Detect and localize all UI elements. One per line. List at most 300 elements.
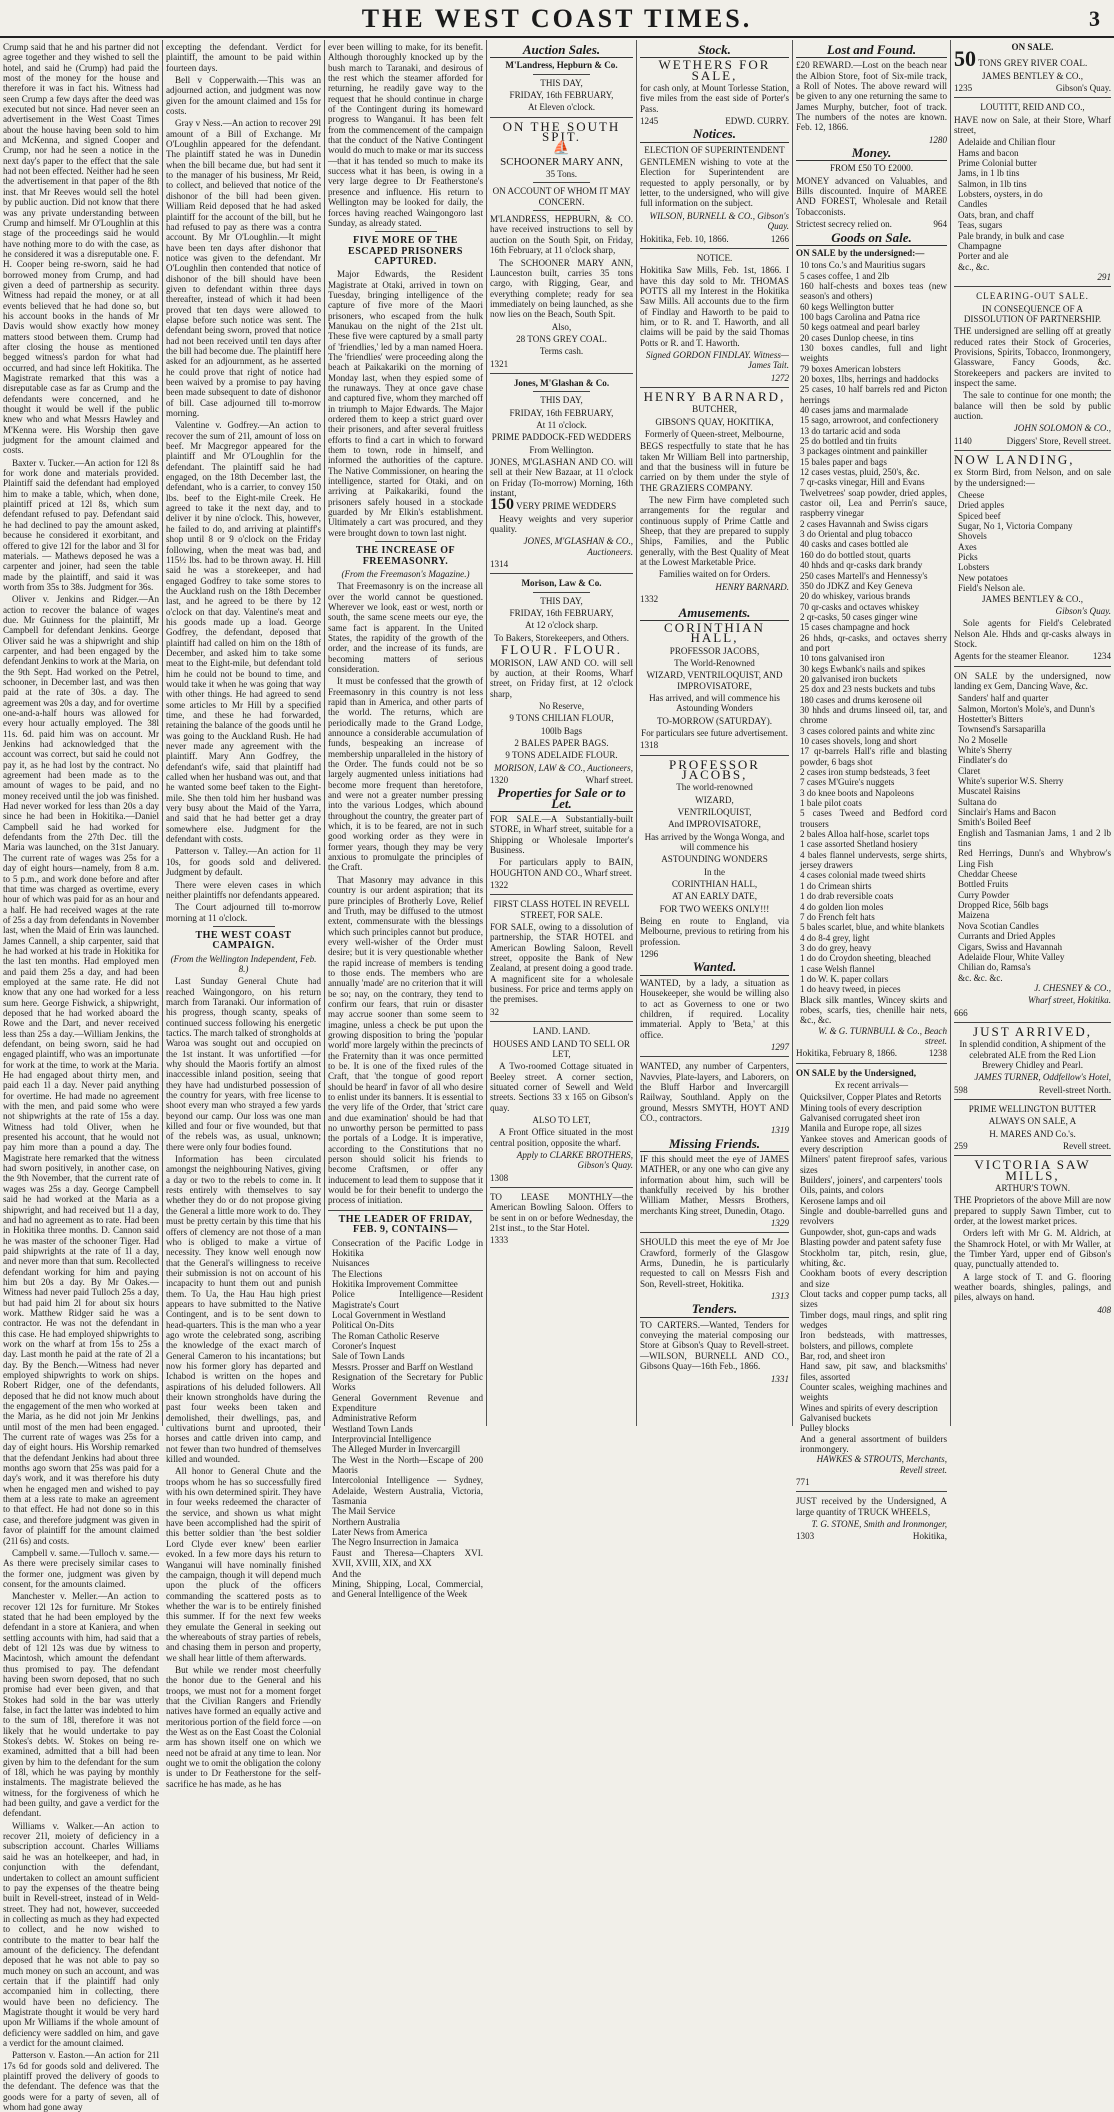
ad-reference-number: 259 (954, 1141, 968, 1151)
ad-body: SHOULD this meet the eye of Mr Joe Crawford, formerly of the Glasgow Arms, Dunedin, he is particularly requested to call on Messrs Fish and Son, Revell-street, Hokitika. (640, 1237, 789, 1289)
list-item: Dropped Rice, 56lb bags (958, 900, 1049, 911)
ad-body: WANTED, by a lady, a situation as Housekeeper, she would be willing also to act as Governess to one or two children, if required. Locality immaterial. Apply to 'Beta,' at this office. (640, 977, 789, 1040)
article-paragraph: Crump said that he and his partner did not agree together and they wished to sell the hotel, and said he (Crump) had paid the most of the money for the house and therefore it was in fact his. Witness had seen Crump a few days after the deed was executed but not since. Had never seen an advertisement in the West Coast Times about the house having been sold to him and McKenna, and signed Cooper and Crump, nor had he seen a notice in the next day's paper to the effect that the sale had not been effected. Neither had he seen the advertisement in that paper of the 8th inst. that Mr Reeves would sell the hotel by public auction. Did not know that there was any private understanding between Crump and himself. Mr O'Loughlin at this stage of the proceedings said he would have nothing more to do with the case, as he considered it was a disreputable one. F. H. Cooper being re-sworn, said he had borrowed money from Crump, and had given a deed of partnership as security. Witness had repaid the money, or at all events believed that he had done so, but his account books in the hands of Mr Davis would show exactly how money matters stood between them. Crump had after closing the house as mentioned begged witness's pardon for what had occurred, and had since left Hokitika. The Magistrate remarked that this was a disreputable case as far as Crump and the defendants were concerned, and he thought it would be well if the public knew who and what Messrs Hawley and M'Kenna were. His Worship then gave judgment for the amount claimed and costs. (3, 42, 159, 456)
list-item: 40 casks and cases bottled ale (800, 539, 909, 550)
leader-contents-list (328, 1238, 483, 1600)
divider (533, 391, 590, 392)
list-item: Shovels (958, 531, 987, 542)
article-paragraph: But while we render most cheerfully the honor due to the General and his troops, we must not for a moment forget that the Civilian Rangers and Friendly natives have formed an equally active and meritorious portion of the field force —on the West as on the East Coast the Colonial arm has shown itself one on which we need not be afraid at any time to lean. Nor ought we to omit the obligation the colony is under to Dr Featherstone for the self-sacrifice he has made, as he has (166, 1664, 321, 1789)
ad-reference-number: 1234 (1092, 651, 1111, 662)
list-item: Sugar, No 1, Victoria Company (958, 521, 1073, 532)
ad-reference-number: 408 (1097, 1304, 1111, 1315)
list-item: Hostetter's Bitters (958, 713, 1024, 724)
section-banner-tenders: Tenders. (640, 1304, 789, 1317)
list-item: Curry Powder (958, 889, 1010, 900)
ad-also: ALSO TO LET, (532, 1114, 591, 1125)
divider (533, 182, 590, 183)
list-item: Jams, in 1 lb tins (958, 168, 1020, 179)
ad-signature: JAMES BENTLEY & CO., (982, 593, 1083, 604)
list-item: Political On-Dits (332, 1320, 394, 1331)
ad-subheading: ALWAYS ON SALE, A (988, 1116, 1077, 1127)
list-item: Salmon, Morton's Mole's, and Dunn's (958, 703, 1095, 714)
article-paragraph: Patterson v. Easton.—An action for 21l 17s 6d for goods sold and delivered. The plaintiff proved the delivery of goods to the defendant. The defence was that the goods were for a party of seven, all of whom had gone away (3, 2050, 159, 2112)
ad-subheading: PROFESSOR JACOBS, (669, 645, 760, 656)
divider (490, 1021, 633, 1022)
ad-body: A Two-roomed Cottage situated in Beeley street. A corner section, situated corner of Sewell and Weld streets. Sections 33 x 165 on Gibson's quay. (490, 1061, 633, 1113)
article-heading: THE INCREASE OF FREEMASONRY. (355, 545, 456, 567)
ad-body: JONES, M'GLASHAN AND CO. will sell at their New Bazaar, at 11 o'clock on Friday (To-morrow) Morning, 16th instant, (490, 457, 633, 499)
article-heading: THE WEST COAST CAMPAIGN. (195, 929, 292, 952)
lot-title: TONS GREY RIVER COAL. (978, 58, 1088, 69)
ad-subheading: ASTOUNDING WONDERS (661, 854, 768, 865)
ad-body: TO LEASE MONTHLY—the American Bowling Saloon. Offers to be sent in on or before Wednesday, the 21st inst., to the Star Hotel. (490, 1191, 633, 1233)
ad-body: Sole agents for Field's Celebrated Nelson Ale. Hhds and qr-casks always in Stock. (954, 618, 1111, 649)
section-banner-auction-sales: Auction Sales. (490, 45, 633, 58)
ad-note: Strictest secrecy relied on. (796, 219, 892, 230)
leader-contents-heading: THE LEADER OF FRIDAY, FEB. 9, CONTAINS— (338, 1213, 473, 1236)
goods-list (954, 490, 1111, 593)
list-item: Lobsters, oysters, in do (958, 189, 1043, 200)
auctioneer-name: Morison, Law & Co. (521, 578, 602, 589)
divider (375, 541, 437, 542)
list-item: Northern Australia (332, 1516, 400, 1527)
list-item: Adelaide Flour, White Valley (958, 951, 1065, 962)
ad-body: Has arrived by the Wonga Wonga, and will commence his (644, 831, 785, 853)
ad-heading: LOUTITT, REID AND CO., (980, 102, 1085, 113)
ad-body: ex Storm Bird, from Nelson, and on sale by the undersigned:— (954, 467, 1111, 488)
ad-subheading: WIZARD, VENTRILOQUIST, AND IMPROVISATORE, (646, 670, 783, 691)
list-item: Porter and ale (958, 251, 1009, 262)
ad-reference-number: 1235 (954, 83, 973, 94)
list-item: Iron bedsteads, with mattresses, bolsters, and pillows, complete (800, 1330, 947, 1351)
ad-signature: W. & G. TURNBULL & Co., Beach street. (818, 1025, 947, 1046)
list-item: 15 cases champagne and hock (800, 622, 910, 633)
list-item: 25 dox and 23 nests buckets and tubs (800, 684, 936, 695)
divider (640, 1232, 789, 1233)
list-item: 40 cases jams and marmalade (800, 405, 909, 415)
ad-body: BEGS respectfully to state that he has taken Mr William Bell into partnership, and that the business will in future be carried on by them under the style of THE GRAZIERS COMPANY. (640, 441, 789, 493)
list-item: 1 do heavy tweed, in pieces (800, 984, 901, 995)
ad-signature: Signed GORDON FINDLAY. Witness—James Tait. (645, 349, 789, 371)
ad-audience: To Bakers, Storekeepers, and Others. (494, 632, 629, 643)
ad-body: Agents for the steamer Eleanor. (954, 651, 1069, 662)
list-item: Lobsters (958, 562, 990, 573)
ad-signature: H. MARES AND Co.'s. (989, 1128, 1076, 1139)
ad-body: MORISON, LAW AND CO. will sell by auction, at their Rooms, Wharf street, on Friday first, at 12 o'clock sharp, (490, 657, 633, 699)
divider (640, 387, 789, 388)
divider (954, 97, 1111, 98)
ad-address: Gibson's Quay. (1055, 83, 1111, 94)
ad-heading: ON SALE by the undersigned, now landing ex Gem, Dancing Wave, &c. (954, 670, 1111, 691)
divider (490, 373, 633, 374)
ad-reference-number: 1320 (490, 774, 509, 785)
divider (796, 1491, 947, 1492)
list-item: Later News from America (332, 1527, 428, 1538)
ad-body: TO CARTERS.—Wanted, Tenders for conveying the material composing our Store at Gibson's Quay to Revell-street.—WILSON, BURNELL AND CO., Gibsons Quay—16th Feb., 1866. (640, 1319, 789, 1372)
ad-signature: T. G. STONE, Smith and Ironmonger, (811, 1519, 947, 1530)
divider (533, 210, 590, 211)
list-item: Salmon, in 1lb tins (958, 178, 1027, 189)
list-item: 2 bales Alloa half-hose, scarlet tops (800, 829, 930, 840)
list-item: Sinclair's Hams and Bacon (958, 807, 1056, 818)
ad-subheading: ARTHUR'S TOWN. (994, 1183, 1071, 1194)
list-item: Cheese (958, 490, 985, 501)
list-item: 1 case assorted Shetland hosiery (800, 839, 918, 850)
section-banner-stock: Stock. (640, 45, 789, 58)
list-item: Black silk mantles, Wincey skirts and robes, scarfs, ties, chenille hair nets, &c., &c. (800, 994, 947, 1026)
list-item: Gunpowder, shot, gun-caps and wads (800, 1226, 937, 1237)
list-item: 26 hhds, qr-casks, and octaves sherry and port (800, 632, 947, 653)
ad-body: for cash only, at Mount Torlesse Station, five miles from the east side of Porter's Pass. (640, 83, 789, 114)
sale-date: THIS DAY, (540, 77, 583, 88)
ad-reference-number: 1319 (770, 1125, 789, 1136)
list-item: No 2 Moselle (958, 734, 1008, 745)
list-item: 5 cases coffee, 1 and 2lb (800, 270, 890, 281)
list-item: Teas, sugars (958, 220, 1003, 231)
ad-reference-number: 1303 (796, 1531, 815, 1542)
article-paragraph: There were eleven cases in which neither plaintiffs nor defendants appeared. (166, 879, 321, 900)
list-item: 20 cases Dunlop cheese, in tins (800, 332, 914, 343)
list-item: Picks (958, 552, 978, 563)
list-item: Spiced beef (958, 510, 1001, 521)
ad-reference-number: 1333 (490, 1235, 509, 1246)
list-item: Blasting powder and patent safety fuse (800, 1237, 942, 1248)
ad-body: For particulars apply to BAIN, HOUGHTON AND CO., Wharf street. (490, 857, 633, 878)
ad-heading: HENRY BARNARD, (643, 388, 786, 404)
ad-heading: FIRST CLASS HOTEL IN REVELL STREET, FOR SALE. (493, 899, 630, 920)
ad-body: A Front Office situated in the most central position, opposite the wharf. (490, 1127, 633, 1148)
section-banner-lost-found: Lost and Found. (796, 45, 947, 58)
article-paragraph: Last Sunday General Chute had reached Waingongoro, on his return march from Taranaki. Our information of his progress, though scanty, speaks of continued success following his energetic tactics. The march talked of strongholds at Waroa was sought out and occupied on the 1st instant. It was unfortified —for why should the Maoris fortify an almost inaccessible inland position, seeing that they have had undisturbed possession of the country for years, with free license to shoot every man who strayed a few yards beyond our camp. Our loss was one man killed and four or five wounded, but that of the rebels was, as usual, unknown; there were only four bodies found. (166, 976, 321, 1152)
list-item: 7 qr-casks vinegar, Hill and Evans (800, 477, 925, 488)
ad-signature: Apply to CLARKE BROTHERS, Gibson's Quay. (516, 1149, 633, 1171)
ad-subheading: The world-renowned (676, 782, 753, 793)
list-item: 3 cases colored paints and white zinc (800, 725, 935, 736)
divider (640, 755, 789, 756)
goods-list (954, 693, 1111, 983)
list-item: 20 boxes, 1lbs, herrings and haddocks (800, 373, 939, 384)
list-item: Red Herrings, Dunn's and Whybrow's Ling Fish (958, 848, 1111, 869)
ad-body: In the (704, 866, 725, 877)
list-item: 15 sago, arrowroot, and confectionery (800, 415, 939, 426)
list-item: 160 half-chests and boxes teas (new season's and others) (800, 280, 947, 302)
article-paragraph: excepting the defendant. Verdict for plaintiff, the amount to be paid within fourteen days. (166, 42, 321, 73)
divider (533, 74, 590, 75)
ad-signature: HAWKES & STROUTS, Merchants, Revell street. (816, 1454, 947, 1475)
divider (375, 231, 437, 232)
list-item: Interprovincial Intelligence (332, 1434, 432, 1445)
list-item: 3 do knee boots and Napoleons (800, 787, 914, 798)
ad-body: HAVE now on Sale, at their Store, Wharf street, (954, 114, 1111, 136)
list-item: Bottled Fruits (958, 879, 1009, 890)
ad-signature: JOHN SOLOMON & CO., (1013, 423, 1111, 434)
list-item: 60 kegs Wellington butter (800, 301, 894, 312)
list-item: The Alleged Murder in Invercargill (332, 1444, 461, 1455)
ad-body: The sale to continue for one month; the balance will then be sold by public auction. (954, 390, 1111, 421)
list-item: Oats, bran, and chaff (958, 209, 1034, 220)
divider (490, 573, 633, 574)
ad-body: Hokitika Saw Mills, Feb. 1st, 1866. I have this day sold to Mr. THOMAS POTTS all my Interest in the Hokitika Saw Mills. All accounts due to the firm of Findlay and Haworth to be paid to him, or to R. and T. Haworth, and all claims will be paid by the said Thomas Potts or R. and T. Haworth. (640, 265, 789, 348)
ad-subheading: WIZARD, (695, 794, 734, 805)
ad-reference-number: 1272 (770, 372, 789, 383)
article-paragraph: It must be confessed that the growth of Freemasonry in this country is not less rapid than in America, and other parts of the world. The returns, which are periodically made to the Grand Lodge, announce a considerable accumulation of funds, bespeaking an increase of membership unparalleled in the history of the Order. The funds could not be so largely augmented unless initiations had become more frequent than heretofore, and were not a greater number pressing into the various Lodges, which abound throughout the country, the greater part of which, it is to be feared, are not in such good working order as they were in former years, though they may be very anxious to promulgate the principles of the Craft. (328, 676, 483, 873)
ad-signature: EDWD. CURRY. (725, 116, 789, 127)
list-item: Consecration of the Pacific Lodge in Hokitika (332, 1237, 483, 1258)
ad-address: Wharf street. (585, 774, 633, 785)
column-notices (637, 42, 792, 1424)
ad-heading: ON SALE. (1011, 42, 1054, 52)
lot-origin: From Wellington. (529, 444, 594, 455)
lot-item: 2 BALES PAPER BAGS. (514, 737, 609, 748)
ad-subheading: The World-Renowned (674, 657, 755, 668)
divider (796, 1063, 947, 1064)
ship-icon: ⛵ (552, 141, 571, 157)
masthead (0, 0, 1114, 38)
list-item: Cigars, Swiss and Havannah (958, 941, 1063, 952)
section-banner-wanted: Wanted. (640, 962, 789, 975)
list-item: 20 galvanised iron buckets (800, 673, 898, 684)
ad-body: MONEY advanced on Valuables, and Bills discounted. Inquire of MAREE AND FOREST, Wholesale and Retail Tobacconists. (796, 175, 947, 217)
ad-body: Being en route to England, via Melbourne, previous to retiring from his profession. (640, 916, 789, 947)
ad-address: GIBSON'S QUAY, HOKITIKA, (655, 416, 774, 427)
list-item: 2 cases Havannah and Swiss cigars (800, 518, 929, 529)
ad-heading: CORINTHIAN HALL, (664, 619, 765, 646)
list-item: Galvanised corrugated sheet iron (800, 1113, 920, 1124)
sale-date: THIS DAY, (540, 395, 583, 406)
ad-reference-number: 1296 (640, 949, 659, 960)
ad-signature: WILSON, BURNELL & CO., Gibson's Quay. (649, 210, 789, 232)
ad-address: Revell street. (1063, 1141, 1111, 1151)
ad-body: Has arrived, and will commence his Astounding Wonders (649, 692, 780, 714)
list-item: 70 qr-casks and octaves whiskey (800, 601, 920, 612)
list-item: 2 qr-casks, 50 cases ginger wine (800, 611, 918, 622)
ad-address: Diggers' Store, Revell street. (1006, 435, 1111, 446)
list-item: Maizena (958, 910, 990, 921)
ad-heading: WETHERS FOR SALE, (658, 57, 771, 83)
section-banner-goods-on-sale: Goods on Sale. (796, 233, 947, 246)
ad-address: Wharf street, Hokitika. (1027, 995, 1111, 1006)
list-item: Counter scales, weighing machines and weights (800, 1381, 947, 1403)
article-paragraph: Williams v. Walker.—An action to recover 21l, moiety of deficiency in a subscription account. Charles Williams said he was an hotelkeeper, and had, in conjunction with the defendant, undertaken to collect an amount sufficient to pay the expenses of the theatre being built in Revell-street, instead of in Weld-street. They had not, however, succeeded in collecting as much as they had expected to collect, and he now wished to contribute to the matter to bear half the amount of the deficiency. The defendant deposed that he was not able to pay so much money on such an account, and was certain that if the plaintiff had only accompanied him in collecting, there would have been no deficiency. The Magistrate thought it would be very hard upon Mr Williams if the whole amount of deficiency were saddled on him, and gave a verdict for the amount claimed. (3, 1820, 159, 2048)
ad-address: Hokitika, (912, 1531, 947, 1542)
divider (328, 1210, 483, 1211)
list-item: New potatoes (958, 572, 1008, 583)
ad-body: M'LANDRESS, HEPBURN, & CO. have received instructions to sell by auction on the South Spit, on Friday, 16th February, at 11 o'clock sharp, (490, 214, 633, 256)
sale-time: At 11 o'clock. (536, 419, 587, 430)
list-item: &c., &c. (958, 261, 990, 272)
list-item: Intercolonial Intelligence — Sydney, Adelaide, Western Australia, Victoria, Tasmania (332, 1475, 483, 1507)
list-item: 4 cases colonial made tweed shirts (800, 870, 926, 881)
ad-heading: PROFESSOR JACOBS, (669, 756, 760, 782)
list-item: Smith's Boiled Beef (958, 817, 1031, 828)
column-court-and-campaign (163, 42, 324, 1789)
ad-subheading: Ex recent arrivals— (834, 1080, 909, 1090)
list-item: Kerosene lamps and oil (800, 1195, 886, 1206)
lot-item: 100lb Bags (540, 725, 583, 736)
list-item: 160 do do bottled stout, quarts (800, 549, 911, 560)
list-item: 1 do drab reversible coats (800, 891, 894, 902)
list-item: 350 do JDKZ and Key Geneva (800, 580, 913, 591)
list-item: 4 do golden lion moles (800, 901, 884, 912)
column-court-reports (0, 42, 162, 2112)
list-item: Clout tacks and copper pump tacks, all sizes (800, 1288, 947, 1310)
list-item: Nuisances (332, 1258, 370, 1269)
list-item: Faust and Theresa—Chapters XVI. XVII, XVIII, XIX, and XX (332, 1547, 483, 1569)
list-item: 100 bags Carolina and Patna rice (800, 311, 920, 322)
list-item: 10 tons galvanised iron (800, 653, 885, 664)
ad-subheading: BUTCHER, (692, 404, 737, 415)
lot-title: 28 TONS GREY COAL. (516, 333, 607, 344)
article-paragraph: Oliver v. Jenkins and Ridger.—An action to recover the balance of wages due. Mr Guinness for the plaintiff, Mr Campbell for defendant Jenkins. George Oliver said he was a shipwright and ship carpenter, and had been engaged by the defendant Jenkins to work at the Maria, on the 9th Sept. Had worked on the Petrel, schooner, in December last, and was then paid at the rate of 30s. a day. The agreement was 20s a day, and for overtime one-and-a-half hours was allowed for every hour actually employed. The 38l 11s. 6d. paid him was on account. Mr Jenkins had acknowledged that the account was correct, but said he could not pay it, as he had lost by the contract. No agreement had been made as to the amount of wages to be paid, and no money received until the job was finished. Had never worked for less than 20s a day since he had been in Hokitika.—Daniel Campbell said he had worked for defendants from the 27th Dec. till the Maria was launched, on the 31st January. The current rate of wages was 25s for a day of eight hours—namely, from 8 a.m. to 5 p.m., and work done before and after that time was charged as overtime, every hour of which was paid for as an hour and a half. He had received wages at the rate of 25s a day from defendants in November last, when the Maid of Erin was launched. James Cannell, a ship carpenter, said that he had worked at his trade in Hokitika for the last ten months. Had employed men and paid them 25s a day, and had been employed at the same rate. He did not know that any one had worked for a less sum here. George Fishwick, a shipwright, deposed that he had worked aboard the Rowe and the Dart, and never received less than 25s a day.—William Jenkins, the defendant, on being sworn, said he had engaged plaintiff, who was an importunate for work at the time, to work at the Maria. He had engaged about thirty men, and paid each 1l a day. Never paid anything for overtime. He had made no agreement with the men, and paid some who were not shipwrights at the rate of 15s a day. Witness had told Oliver, when he presented his account, that he would not pay him more than a pound a day. The Magistrate here remarked that the witness had sworn positively, in another case, on the 9th November, that the current rate of wages was 25s a day. George Campbell said he had worked at the Maria as a shipwright, and had received but 1l a day, and had no agreement as to rate. Had been in Hokitika three months. D. Cannon said he was master of the schooner Tiger. Had paid shipwrights at the rate of 1l a day, and never more than that sum. Recollected defendant working for him and paying him but 20s a day. By Mr Oakes.—Witness had never paid Tulloch 25s a day, but had paid him 2l for about six hours work. Matthew Ridger said he was a contractor. He was not the defendant in this case. He had employed shipwrights to work on the wharf at from 15s to 25s a day. Last month he paid at the rate of 2l a day. By the Bench.—Witness had never employed shipwrights to work on ships. Robert Ridger, one of the defendants, deposed that he did not know much about the engagement of the men who worked at the Maria, as he did not join Mr Jenkins until most of the men had been engaged. The current rate of wages was 25s for a day of eight hours. His Worship remarked that the defendant Jenkins had about three months ago sworn that 25s was paid for a day's work, and it was therefore his duty when he engaged men and wished to pay them at a less rate to make an agreement to that effect. He had not done so in this case, and therefore judgment was given in favor of plaintiff for the amount claimed (21l 6s) and costs. (3, 594, 159, 1546)
article-paragraph: ever been willing to make, for its benefit. Although thoroughly knocked up by the bush march to Taranaki, and desirous of the rest which the steamer afforded for returning, he readily gave way to the request that he should continue in charge of the Contingent during its homeward progress to Wanganui. It has been felt from the commencement of the campaign that the conduct of the Native Contingent would do much to make or mar its success—that it has tended so much to make its success what it has been, is owing in a very large degree to Dr Featherstone's presence and influence. His return to Wellington may be looked for daily, the forces having reached Waingongoro last Sunday, as already stated. (328, 42, 483, 228)
list-item: Currants and Dried Apples (958, 931, 1056, 942)
list-item: Single and double-barrelled guns and revolvers (800, 1206, 947, 1227)
section-banner-amusements: Amusements. (640, 608, 789, 621)
lot-item: 9 TONS ADELAIDE FLOUR. (505, 750, 618, 761)
list-item: Claret (958, 765, 981, 776)
list-item: And a general assortment of builders ironmongery. (800, 1433, 947, 1455)
column-auction-sales (487, 42, 636, 1424)
ad-heading: CLEARING-OUT SALE. (976, 291, 1089, 302)
list-item: 30 hhds and drums linseed oil, tar, and chrome (800, 704, 947, 726)
list-item: 1 bale pilot coats (800, 798, 862, 809)
list-item: Cookham boots of every description and size (800, 1268, 947, 1289)
ad-date: TO-MORROW (SATURDAY). (656, 715, 773, 726)
list-item: Administrative Reform (332, 1413, 417, 1424)
list-item: Chilian do, Ramsa's (958, 962, 1031, 973)
list-item: Sultana do (958, 796, 997, 807)
ad-reference-number: 1140 (954, 435, 972, 446)
list-item: General Government Revenue and Expenditure (332, 1392, 483, 1413)
list-item: 30 kegs Ewbank's nails and spikes (800, 663, 926, 674)
list-item: Milners' patent fireproof safes, various sizes (800, 1154, 947, 1175)
ad-body: FOR SALE.—A Substantially-built STORE, in Wharf street, suitable for a Shipping or Wholesale Importer's Business. (490, 813, 633, 855)
ad-reference-number: 1329 (770, 1218, 789, 1229)
ad-reserve: No Reserve, (539, 700, 584, 711)
ad-reference-number: 666 (954, 1007, 968, 1018)
ad-reference-number: 1314 (490, 559, 509, 570)
ad-heading: ON SALE by the undersigned:— (796, 247, 925, 258)
section-banner-missing-friends: Missing Friends. (640, 1139, 789, 1152)
article-paragraph: Gray v Ness.—An action to recover 29l amount of a Bill of Exchange. Mr O'Loughlin appeared for the defendant. The plaintiff stated he was in Dunedin when the bill became due, but had sent it to the manager of his business, Mr Reid, to collect, and believed that notice of the dishonor of the bill had been given. William Reid deposed that he had asked plaintiff for the account of the bill, but he had refused to pay as there was a contra account. By Mr O'Loughlin.—It might have been ten days after dishonor that notice was given to the defendant. Mr O'Loughlin then contended that notice of dishonor of the bill should have been given to defendant within three days thereafter, instead of which it had been proved that ten days were allowed to elapse before such notice was sent. The defendant being sworn, proved that notice had not been received until ten days after the bill had become due. The plaintiff here asked for an adjournment, as he asserted he could prove that right of notice had been waived by a promise to pay having been made subsequent to date of dishonor of bill. Case adjourned till to-morrow morning. (166, 118, 321, 419)
ad-body: WANTED, any number of Carpenters, Navvies, Plate-layers, and Laborers, on the Bluff Harbor and Invercargill Railway, Southland. Apply on the ground, Messrs SMYTH, HOYT AND CO., contractors. (640, 1061, 789, 1123)
ad-body: Families waited on for Orders. (658, 569, 771, 580)
section-banner-money: Money. (796, 148, 947, 161)
list-item: Dried apples (958, 500, 1005, 511)
lot-title: SCHOONER MARY ANN, (500, 155, 623, 168)
ad-heading: FROM £50 TO £2000. (829, 163, 914, 174)
ad-heading: JUST ARRIVED, (973, 1023, 1092, 1039)
list-item: Hokitika Improvement Committee (332, 1278, 458, 1289)
list-item: The Mail Service (332, 1506, 396, 1517)
article-paragraph: Campbell v. same.—Tulloch v. same.—As there were precisely similar cases to the former one, judgment was given by consent, for the amounts claimed. (3, 1547, 159, 1589)
article-paragraph: That Freemasonry is on the increase all over the world cannot be questioned. Wherever we look, east or west, north or south, the same scene meets our eye, the same fact is apparent. In the United States, the rapidity of the growth of the order, and the increase of its funds, are becoming matters of serious consideration. (328, 581, 483, 674)
ad-body: A large stock of T. and G. flooring weather boards, shingles, palings, and piles, always on hand. (954, 1271, 1111, 1303)
article-paragraph: Information has been circulated amongst the neighbouring Natives, giving a day or two to the rebels to come in. It rests entirely with themselves to say whether they do or do not propose giving the General a little more work to do. They must be pretty certain by this time that his offers of clemency are not those of a man who is obliged to make a virtue of necessity. They know well enough now that the General's willingness to receive their submission is not on account of his incapacity to hunt them out and punish them. To Ua, the Hau Hau high priest appears to have submitted to the Native Contingent, and is to be sent down to head-quarters. This is the man who a year ago wrote the celebrated song, ascribing the knowledge of the exact march of General Cameron to his incantations; but now his former glory has departed and Ichabod is written on the hopes and aspirations of his deluded followers. All their known strongholds have during the past four weeks been taken and demolished, their dwellings, pas, and cultivations burnt and uprooted, their horses and cattle driven into camp, and not fewer than two hundred of themselves killed and wounded. (166, 1154, 321, 1465)
lot-detail: 35 Tons. (545, 169, 578, 180)
list-item: Police Intelligence—Resident Magistrate's Court (332, 1289, 483, 1310)
goods-list (796, 1092, 947, 1454)
ad-body: IF this should meet the eye of JAMES MATHER, or any one who can give any information about him, such will be thankfully received by his brother William Mather, Messrs Brothers, merchants King street, Dunedin, Otago. (640, 1153, 789, 1216)
ad-reference-number: 1321 (490, 358, 509, 369)
ad-signature: J. CHESNEY & CO., (1034, 982, 1111, 993)
list-item: Builders', joiners', and carpenters' tools (800, 1175, 943, 1186)
list-item: 25 do bottled and tin fruits (800, 436, 897, 447)
ad-signature: MORISON, LAW & CO., Auctioneers, (494, 762, 633, 773)
list-item: 12 cases vestas, pluid, 250's, &c. (800, 467, 920, 478)
list-item: Local Government in Westland (332, 1309, 446, 1320)
ad-terms: Terms cash. (539, 346, 584, 357)
list-item: Hand saw, pit saw, and blacksmiths' files, assorted (800, 1361, 947, 1382)
list-item: Nova Scotian Candles (958, 920, 1039, 931)
list-item: Findlater's do (958, 755, 1008, 766)
ad-subheading: And IMPROVISATORE, (668, 819, 761, 830)
list-item: Pale brandy, in bulk and case (958, 230, 1064, 241)
article-paragraph: The Court adjourned till to-morrow morning at 11 o'clock. (166, 902, 321, 923)
list-item: 1 do Crimean shirts (800, 880, 872, 891)
divider (954, 286, 1111, 287)
lot-title: PRIME PADDOCK-FED WEDDERS (491, 432, 632, 443)
ad-subheading: HOUSES AND LAND TO SELL OR LET, (492, 1038, 630, 1059)
list-item: Oils, paints, and colors (800, 1185, 884, 1196)
ad-heading: LAND. LAND. (532, 1026, 591, 1037)
list-item: 10 tons Co.'s and Mauritius sugars (800, 260, 926, 271)
sale-date: THIS DAY, (540, 595, 583, 606)
column-lost-money-goods (793, 42, 950, 1542)
list-item: 79 boxes American lobsters (800, 363, 901, 374)
ad-reference-number: 32 (490, 1006, 500, 1017)
article-paragraph: Manchester v. Meller.—An action to recover 12l 12s for furniture. Mr Stokes stated that he had been employed by the defendant in a store at Kaniera, and when settling accounts with him, had said that a debt of 12l 12s was due by witness to Macintosh, which amount the defendant thus promised to pay. The defendant having been sworn deposed, that no such promise had ever been given, and that Stokes had sold in the bar was utterly false, in fact the latter was indebted to him to the sum of 18l, therefore it was not likely that he would undertake to pay Stokes's debts. W. Stokes on being re-examined, admitted that a bill had been given by him to the defendant for the sum of 18l, which he was paying by monthly instalments. The magistrate believed the witness, for the forgiveness of which he had been guilty, and gave a verdict for the defendant. (3, 1591, 159, 1819)
ad-body: THE undersigned are selling off at greatly reduced rates their Stock of Groceries, Provisions, Spirits, Tobacco, Ironmongery, Glassware, Fancy Goods, &c. Storekeepers and packers are invited to inspect the same. (954, 326, 1111, 388)
list-item: Timber dogs, maul rings, and split ring wedges (800, 1309, 947, 1330)
ad-heading: PRIME WELLINGTON BUTTER (968, 1103, 1097, 1114)
divider (954, 450, 1111, 451)
column-news (325, 42, 486, 1600)
article-paragraph: Patterson v. Talley.—An action for 1l 10s, for goods sold and delivered. Judgment by default. (166, 846, 321, 878)
list-item: 4 do 8-4 grey, light (800, 932, 870, 943)
list-item: 7 do French felt hats (800, 911, 875, 922)
ad-heading: NOW LANDING, (954, 452, 1075, 468)
list-item: The Negro Insurrection in Jamaica (332, 1537, 459, 1548)
list-item: 25 cases, 10 half barrels red and Picton herrings (800, 384, 947, 405)
article-paragraph: Valentine v. Godfrey.—An action to recover the sum of 21l, amount of loss on beef. Mr Macgregor appeared for the plaintiff and Mr O'Loughlin for the defendant. The plaintiff said he had engaged, on the 18th December last, the defendant, who is a carrier, to convey 150 lbs. beef to the Eight-mile Creek. He agreed to take it the next day, and to deliver it by nine o'clock. This, however, he failed to do, and arriving at plaintiff's shop until 8 or 9 o'clock on the Friday following, when the meat was bad, and 115½ lbs. had to be thrown away. H. Hill said he was a storekeeper, and had engaged Godfrey to take some stores to the Auckland rush on the 18th December last, and he agreed to be there by 12 o'clock on that day. Valentine's meat and his goods made up a load. George Godfrey, the defendant, deposed that plaintiff had called on him on the 18th of December, and asked him to take some meat to the Eight-mile, but defendant told him he could not be bound to time, and would take it when he was going that way with other things. He had agreed to send some articles to Mr Hill by a specified time, and these he had forwarded, retaining the balance of the goods until he was going to the Auckland Rush. He had never made any agreement with the plaintiff. Mary Ann Godfrey, the defendant's wife, said that plaintiff had called when her husband was out, and that he wanted some beef taken to the Eight-mile. She then told him her husband was very busy about the Maid of the Yarra, and said that he had better get a dray somewhere else. Judgment for the defendant with costs. (166, 420, 321, 845)
list-item: Manila and Europe rope, all sizes (800, 1123, 922, 1134)
list-item: Sale of Town Lands (332, 1351, 405, 1362)
list-item: 15 bales paper and bags (800, 456, 887, 467)
list-item: Cheddar Cheese (958, 869, 1018, 880)
sale-day: FRIDAY, 16th FEBRUARY, (509, 90, 614, 101)
list-item: 50 kegs oatmeal and pearl barley (800, 322, 920, 333)
ad-signature: JONES, M'GLASHAN & CO., Auctioneers. (523, 536, 633, 557)
ad-reference-number: 1331 (770, 1373, 789, 1384)
section-banner-notices: Notices. (640, 129, 789, 142)
divider (490, 1187, 633, 1188)
ad-address: Revell-street North. (1038, 1084, 1111, 1095)
goods-list (954, 137, 1111, 271)
ad-body: THE Proprietors of the above Mill are now prepared to supply Sawn Timber, cut to order, at the lowest market prices. (954, 1195, 1111, 1227)
column-on-sale (951, 42, 1114, 1424)
list-item: Yankee stoves and American goods of every description (800, 1133, 947, 1155)
sale-time: At 12 o'clock sharp. (525, 620, 598, 631)
ad-body: The SCHOONER MARY ANN, Launceston built, carries 35 tons cargo, with Rigging, Gear, and everything complete; ready for sea immediately on being launched, as she now lies on the Beach, South Spit. (490, 257, 633, 320)
lot-quantity: 150 (490, 496, 514, 514)
list-item: White's Sherry (958, 744, 1012, 755)
divider (640, 1056, 789, 1057)
divider (954, 1099, 1111, 1100)
list-item: 2 cases iron stump bedsteads, 3 feet (800, 767, 931, 778)
sale-time: At Eleven o'clock. (527, 102, 596, 113)
ad-address: Gibson's Quay. (1055, 605, 1111, 616)
